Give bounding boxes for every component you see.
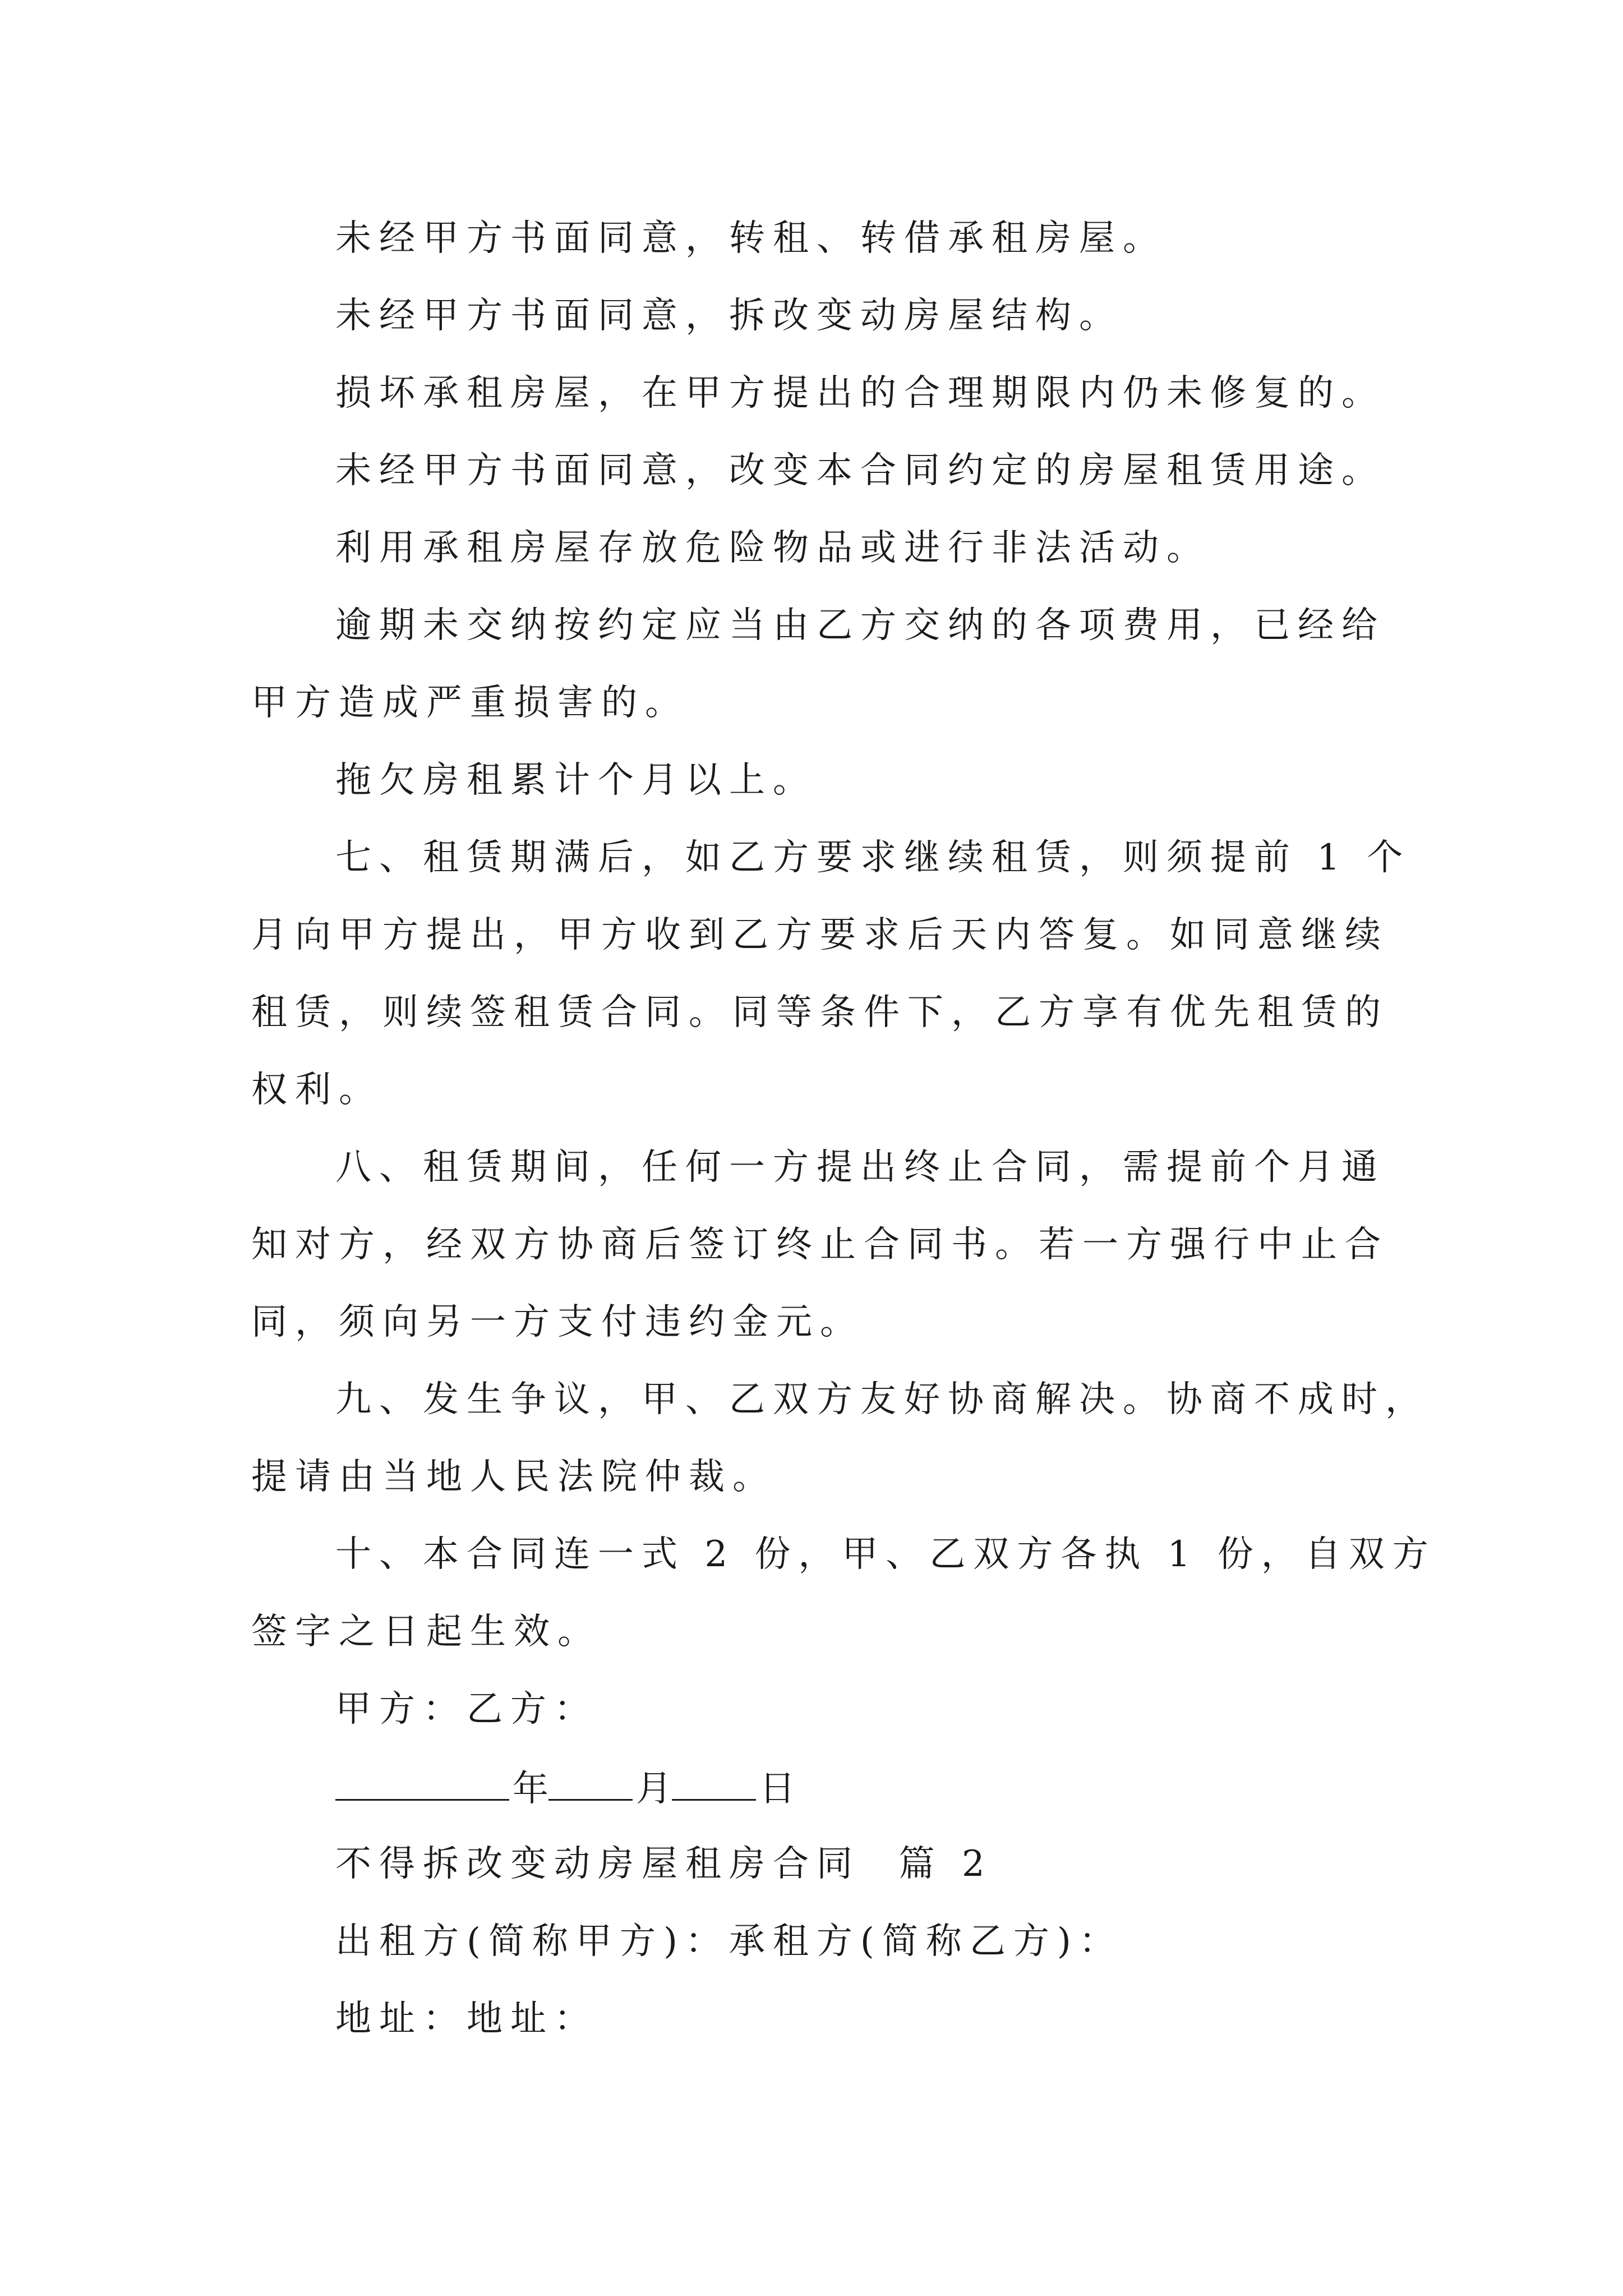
signature-parties-line: 甲方：乙方： [335,1688,598,1730]
clause-line: 未经甲方书面同意，拆改变动房屋结构。 [335,295,1123,337]
clause-line: 租赁，则续签租赁合同。同等条件下，乙方享有优先租赁的 [251,992,1389,1033]
clause-line: 七、租赁期满后，如乙方要求继续租赁，则须提前 1 个 [335,837,1411,878]
section-title: 不得拆改变动房屋租房合同 篇 2 [335,1843,993,1885]
clause-line: 知对方，经双方协商后签订终止合同书。若一方强行中止合 [251,1224,1389,1266]
clause-line: 甲方造成严重损害的。 [251,682,689,724]
clause-line: 提请由当地人民法院仲裁。 [251,1456,776,1498]
clause-line: 权利。 [251,1069,382,1111]
day-blank[interactable] [672,1764,756,1801]
month-label: 月 [636,1768,672,1810]
clause-line: 九、发生争议，甲、乙双方友好协商解决。协商不成时， [335,1379,1429,1420]
address-line: 地址：地址： [335,1998,598,2040]
date-line [335,1764,795,1811]
day-label: 日 [759,1768,795,1810]
clause-line: 月向甲方提出，甲方收到乙方要求后天内答复。如同意继续 [251,914,1389,956]
clause-line: 逾期未交纳按约定应当由乙方交纳的各项费用，已经给 [335,605,1385,646]
year-blank[interactable] [335,1764,509,1801]
clause-line: 利用承租房屋存放危险物品或进行非法活动。 [335,527,1210,569]
clause-line: 损坏承租房屋，在甲方提出的合理期限内仍未修复的。 [335,372,1385,414]
clause-line: 同，须向另一方支付违约金元。 [251,1301,864,1343]
parties-line: 出租方(简称甲方)：承租方(简称乙方)： [335,1921,1123,1962]
clause-line: 签字之日起生效。 [251,1611,601,1653]
clause-line: 十、本合同连一式 2 份，甲、乙双方各执 1 份，自双方 [335,1534,1436,1575]
clause-line: 八、租赁期间，任何一方提出终止合同，需提前个月通 [335,1147,1385,1188]
month-blank[interactable] [548,1764,633,1801]
clause-line: 拖欠房租累计个月以上。 [335,760,817,801]
clause-line: 未经甲方书面同意，改变本合同约定的房屋租赁用途。 [335,450,1385,491]
clause-line: 未经甲方书面同意，转租、转借承租房屋。 [335,218,1166,259]
year-label: 年 [513,1768,548,1810]
